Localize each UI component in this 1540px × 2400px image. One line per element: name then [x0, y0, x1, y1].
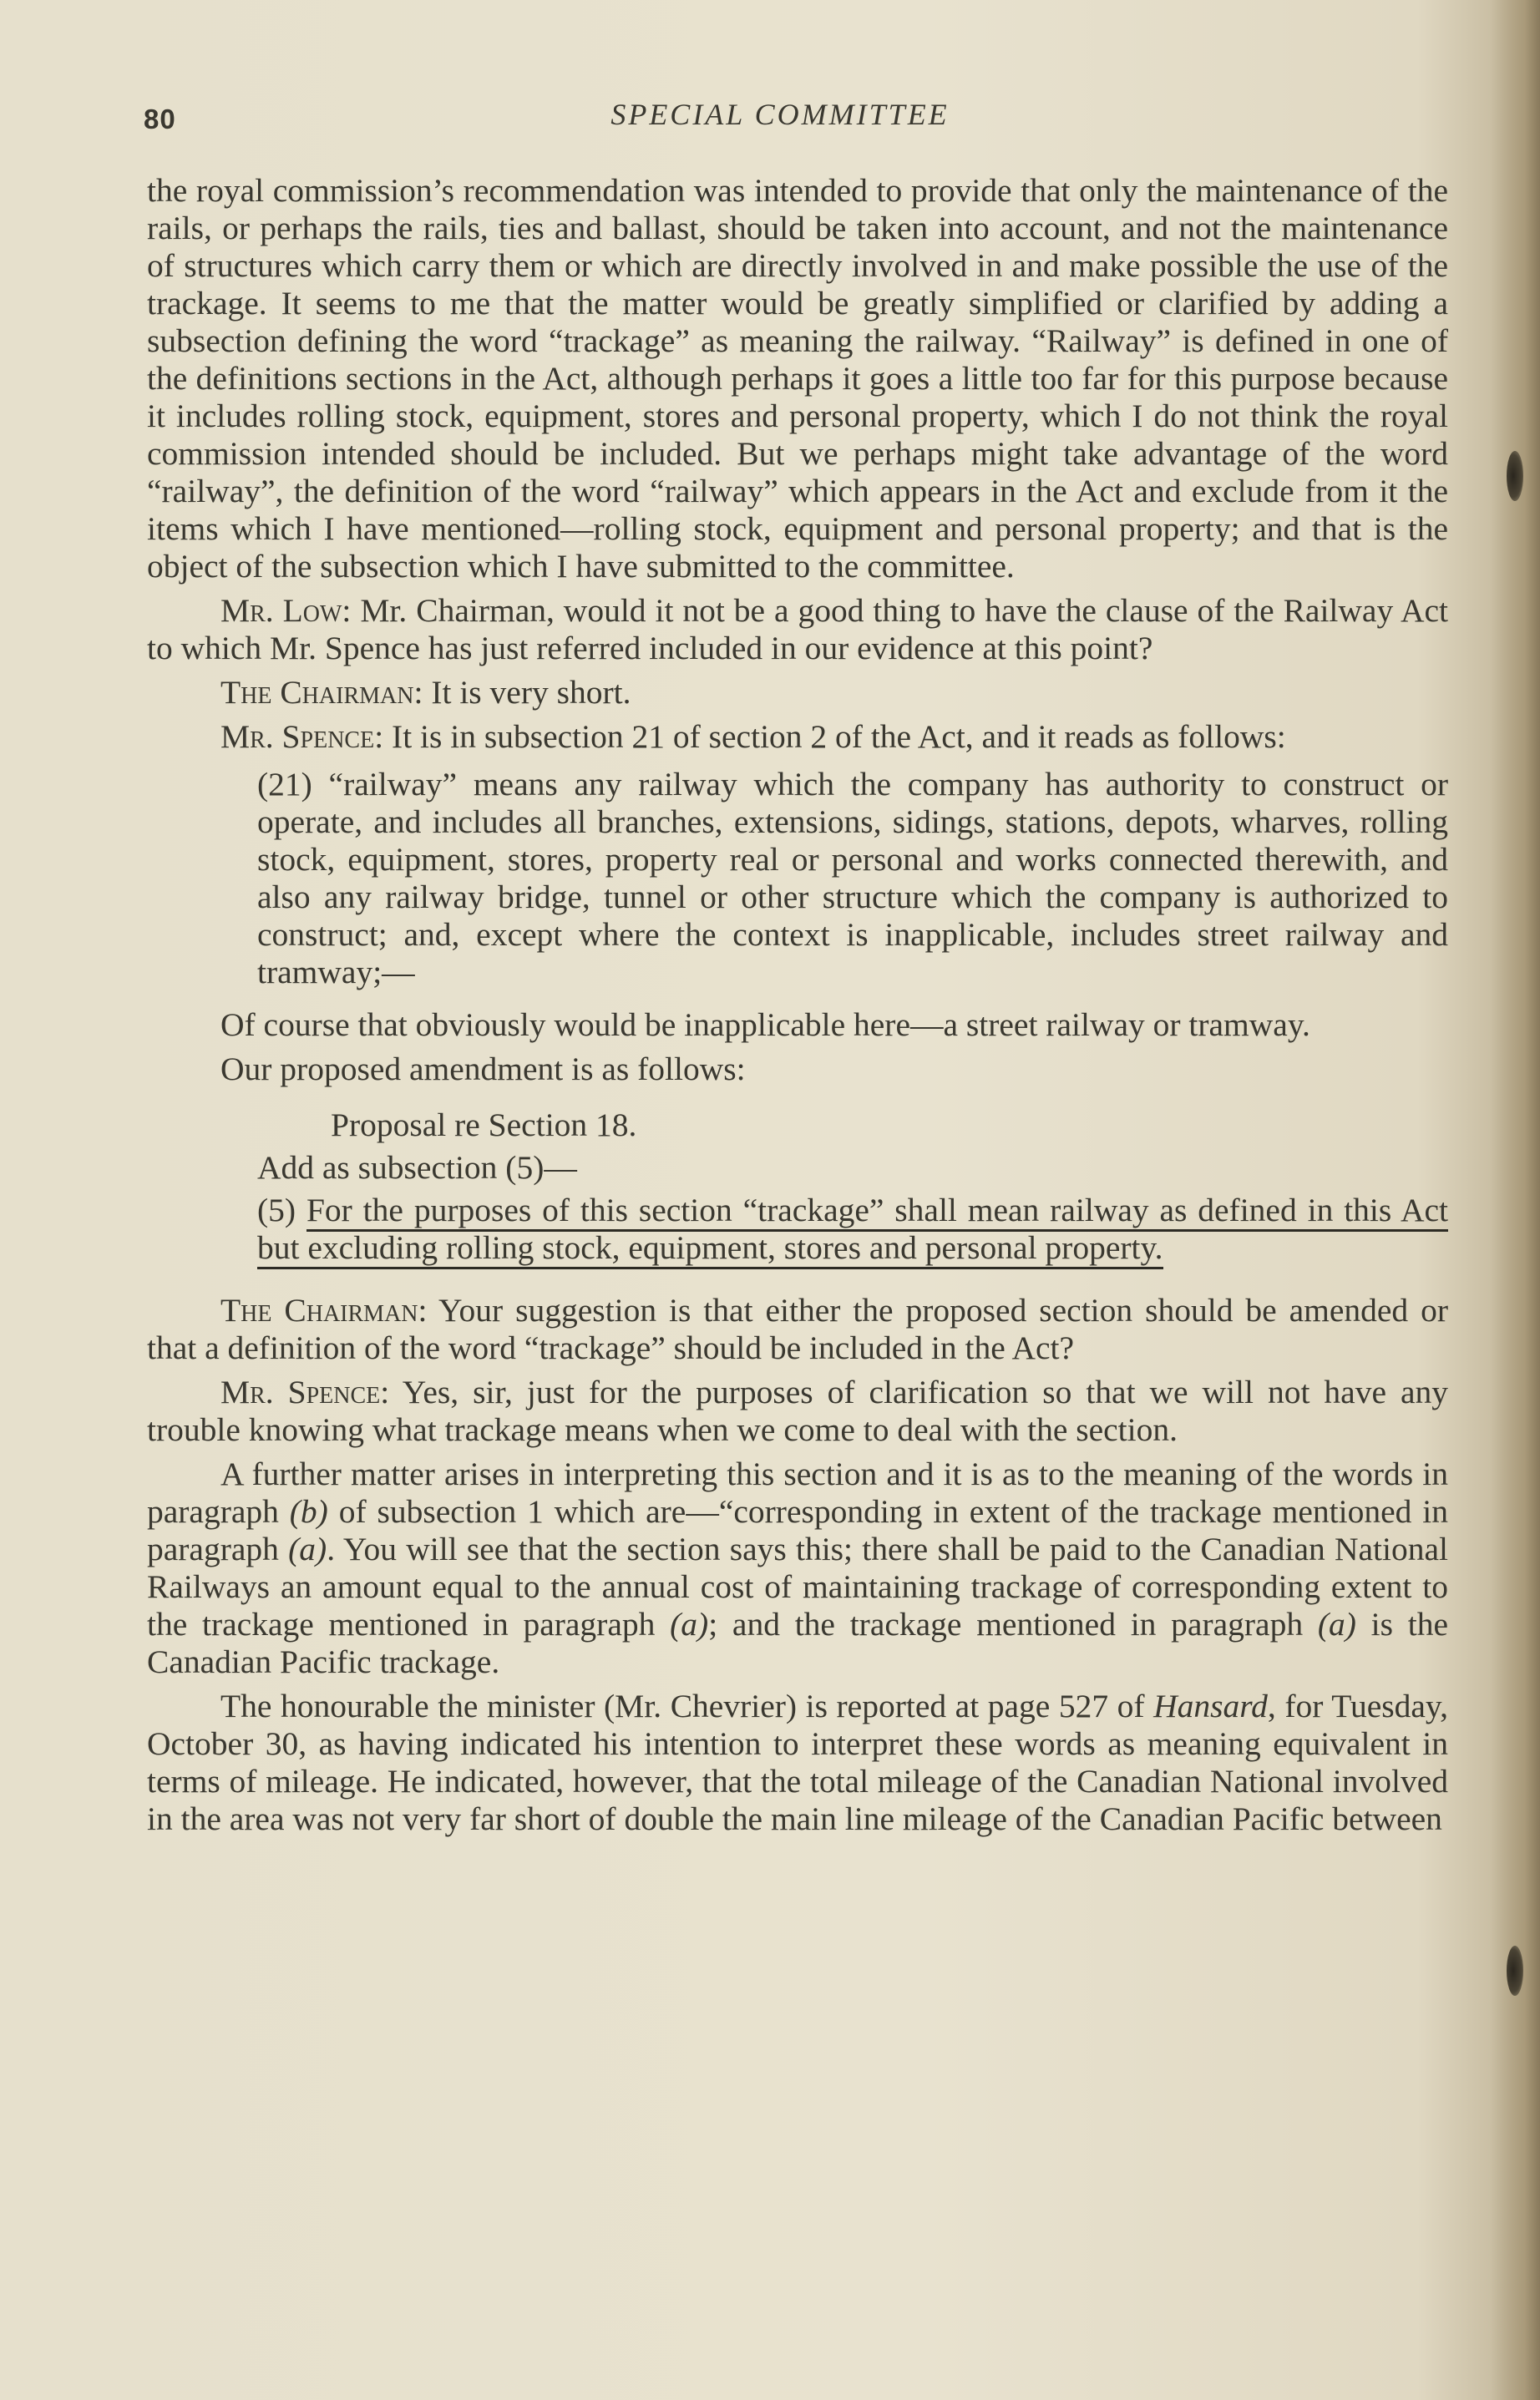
amendment-number: (5) — [257, 1192, 306, 1228]
add-subsection-line: Add as subsection (5)— — [257, 1149, 577, 1186]
body-text — [147, 172, 1448, 1845]
text-run: . You will see that the section says this; there shall be paid to the Canadian National Railways an amount equal to the annual cost of maintaining trackage of corresponding extent to the trackage mentioned in paragraph — [147, 1531, 1448, 1643]
text-run: A further matter arises in interpreting this section and it is as to the meaning of the words in paragraph — [147, 1456, 1448, 1530]
paragraph-proposed-amendment: Our proposed amendment is as follows: — [220, 1051, 746, 1087]
text-run: of subsection 1 which are—“corresponding in extent of the trackage mentioned in paragraph — [147, 1493, 1449, 1567]
text-run-italic: (b) — [289, 1493, 328, 1530]
page-number: 80 — [144, 104, 176, 134]
text-run: is the Canadian Pacific trackage. — [147, 1606, 1448, 1680]
binding-hole-bottom — [1507, 1946, 1523, 1996]
speech-text: Mr. Chairman, would it not be a good thing to have the clause of the Railway Act to which Mr. Spence has just referred included in our evidence at this point? — [147, 592, 1448, 666]
speech-text: It is in subsection 21 of section 2 of the Act, and it reads as follows: — [383, 718, 1286, 755]
paragraph-continuation: the royal commission’s recommendation was intended to provide that only the maintenance of the rails, or perhaps the rails, ties and ballast, should be taken into account, and not the maintenance of structures which carry them or which are directly involved in and make possible the use of the trackage. It seems to me that the matter would be greatly simplified or clarified by adding a subsection defining the word “trackage” as meaning the railway. “Railway” is defined in one of the definitions sections in the Act, although perhaps it goes a little too far for this purpose because it includes rolling stock, equipment, stores and personal property, which I do not think the royal commission intended should be included. But we perhaps might take advantage of the word “railway”, the definition of the word “railway” which appears in the Act and exclude from it the items which I have mentioned—rolling stock, equipment and personal property; and that is the object of the subsection which I have submitted to the committee. — [147, 172, 1448, 585]
speech-text: It is very short. — [423, 674, 631, 711]
paragraph-mr-spence-2 — [147, 1374, 1448, 1449]
speech-text: Yes, sir, just for the purposes of clarification so that we will not have any trouble knowing what trackage means when we come to deal with the section. — [147, 1374, 1448, 1448]
text-run-italic: (a) — [670, 1606, 709, 1643]
text-run-italic: (a) — [288, 1531, 327, 1567]
page-edge-shadow — [1490, 0, 1540, 2400]
paragraph-mr-low — [147, 592, 1448, 667]
speaker-label: The Chairman: — [220, 1292, 428, 1329]
paragraph-further-matter — [147, 1456, 1448, 1681]
speech-text: Your suggestion is that either the proposed section should be amended or that a definition of the word “trackage” should be included in the Act? — [147, 1292, 1448, 1366]
binding-hole-top — [1507, 451, 1523, 501]
text-run: The honourable the minister (Mr. Chevrier) is reported at page 527 of — [220, 1688, 1154, 1724]
quote-text: (21) “railway” means any railway which the company has authority to construct or operate, and includes all branches, extensions, sidings, stations, depots, wharves, rolling stock, equipment, stores, property real or personal and works connected therewith, and also any railway bridge, tunnel or other structure which the company is authorized to construct; and, except where the context is inapplicable, includes street railway and tramway;— — [257, 766, 1448, 990]
paragraph-chairman-1 — [147, 674, 1448, 711]
speaker-label: The Chairman: — [220, 674, 423, 711]
amendment-text — [147, 1192, 1448, 1267]
block-quote-railway-definition — [147, 766, 1448, 991]
paragraph-chairman-2 — [147, 1292, 1448, 1367]
text-run: ; and the trackage mentioned in paragraph — [708, 1606, 1318, 1643]
text-run-italic: (a) — [1317, 1606, 1356, 1643]
running-head: SPECIAL COMMITTEE — [610, 98, 950, 131]
text-run-italic: Hansard — [1153, 1688, 1268, 1724]
proposal-heading: Proposal re Section 18. — [331, 1106, 637, 1143]
speaker-label: Mr. Spence: — [220, 718, 384, 755]
text-run: , for Tuesday, October 30, as having indicated his intention to interpret these words as meaning equivalent in terms of mileage. He indicated, however, that the total mileage of the Canadian National involved in the area was not very far short of double the main line mileage of the Canadian Pacific between — [147, 1688, 1448, 1837]
speaker-label: Mr. Low: — [220, 592, 352, 629]
amendment-underlined-text: For the purposes of this section “trackage” shall mean railway as defined in this Act but excluding rolling stock, equipment, stores and personal property. — [257, 1192, 1448, 1269]
paragraph-inapplicable: Of course that obviously would be inapplicable here—a street railway or tramway. — [220, 1006, 1310, 1043]
paragraph-mr-spence-1 — [147, 718, 1448, 756]
speaker-label: Mr. Spence: — [220, 1374, 390, 1410]
paragraph-minister — [147, 1688, 1448, 1838]
